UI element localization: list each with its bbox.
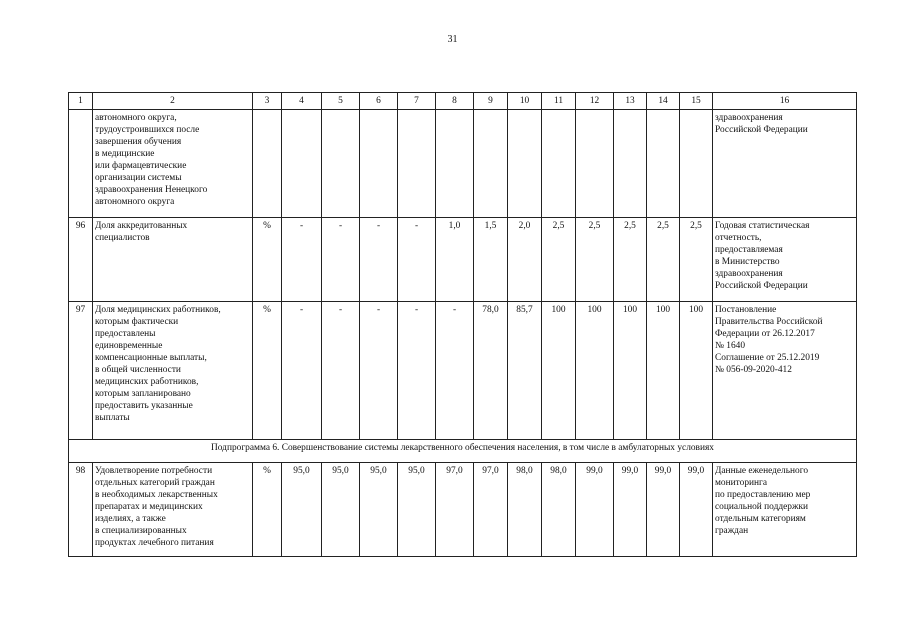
row-number (69, 110, 93, 218)
row-number: 98 (69, 463, 93, 557)
header-cell: 2 (93, 93, 253, 110)
indicator-name: Доля аккредитованных специалистов (93, 218, 253, 302)
value-cell: 85,7 (508, 302, 542, 440)
value-cell: 95,0 (322, 463, 360, 557)
value-cell: 2,5 (614, 218, 647, 302)
value-cell: 1,0 (436, 218, 474, 302)
value-cell: 2,5 (576, 218, 614, 302)
source-cell: здравоохранения Российской Федерации (713, 110, 857, 218)
value-cell: 95,0 (360, 463, 398, 557)
unit-cell: % (253, 302, 282, 440)
value-cell: - (322, 218, 360, 302)
header-cell: 7 (398, 93, 436, 110)
header-cell: 10 (508, 93, 542, 110)
header-cell: 14 (647, 93, 680, 110)
value-cell (436, 110, 474, 218)
value-cell: 100 (614, 302, 647, 440)
value-cell: 98,0 (542, 463, 576, 557)
value-cell: 98,0 (508, 463, 542, 557)
value-cell: - (282, 218, 322, 302)
value-cell (398, 110, 436, 218)
table-row (69, 110, 857, 218)
value-cell: - (360, 218, 398, 302)
unit-cell: % (253, 463, 282, 557)
header-cell: 5 (322, 93, 360, 110)
header-cell: 9 (474, 93, 508, 110)
value-cell: - (398, 218, 436, 302)
value-cell: - (360, 302, 398, 440)
value-cell: - (398, 302, 436, 440)
value-cell (508, 110, 542, 218)
subprogram-title: Подпрограмма 6. Совершенствование системы лекарственного обеспечения населения, в том числе в амбулаторных условиях (69, 440, 857, 463)
value-cell (474, 110, 508, 218)
unit-cell: % (253, 218, 282, 302)
value-cell: - (436, 302, 474, 440)
value-cell (614, 110, 647, 218)
value-cell (647, 110, 680, 218)
value-cell (360, 110, 398, 218)
header-cell: 16 (713, 93, 857, 110)
indicator-name: Удовлетворение потребности отдельных категорий граждан в необходимых лекарственных препаратах и медицинских изделиях, а также в специализированных продуктах лечебного питания (93, 463, 253, 557)
header-cell: 11 (542, 93, 576, 110)
value-cell: 99,0 (647, 463, 680, 557)
value-cell: 100 (647, 302, 680, 440)
value-cell: 97,0 (474, 463, 508, 557)
source-cell: Постановление Правительства Российской Федерации от 26.12.2017 № 1640 Соглашение от 25.12.2019 № 056-09-2020-412 (713, 302, 857, 440)
value-cell: 2,5 (542, 218, 576, 302)
value-cell: 2,5 (647, 218, 680, 302)
value-cell: 78,0 (474, 302, 508, 440)
value-cell: 99,0 (680, 463, 713, 557)
value-cell: - (322, 302, 360, 440)
value-cell: 100 (542, 302, 576, 440)
row-number: 96 (69, 218, 93, 302)
value-cell: 100 (576, 302, 614, 440)
indicators-table (68, 92, 857, 557)
header-cell: 4 (282, 93, 322, 110)
header-row (69, 93, 857, 110)
value-cell: 99,0 (576, 463, 614, 557)
subprogram-row (69, 440, 857, 463)
page-number: 31 (447, 34, 458, 45)
table-row (69, 463, 857, 557)
value-cell (680, 110, 713, 218)
value-cell: 97,0 (436, 463, 474, 557)
value-cell (322, 110, 360, 218)
value-cell: 95,0 (398, 463, 436, 557)
header-cell: 1 (69, 93, 93, 110)
value-cell (542, 110, 576, 218)
value-cell: 2,5 (680, 218, 713, 302)
indicator-name: Доля медицинских работников, которым фактически предоставлены единовременные компенсационные выплаты, в общей численности медицинских работников, которым запланировано предоставить указанные выплаты (93, 302, 253, 440)
value-cell: 100 (680, 302, 713, 440)
value-cell: 2,0 (508, 218, 542, 302)
table-row (69, 302, 857, 440)
header-cell: 8 (436, 93, 474, 110)
header-cell: 15 (680, 93, 713, 110)
header-cell: 12 (576, 93, 614, 110)
value-cell (576, 110, 614, 218)
indicator-name: автономного округа, трудоустроившихся после завершения обучения в медицинские или фармацевтические организации системы здравоохранения Ненецкого автономного округа (93, 110, 253, 218)
row-number: 97 (69, 302, 93, 440)
value-cell: 99,0 (614, 463, 647, 557)
source-cell: Годовая статистическая отчетность, предоставляемая в Министерство здравоохранения Российской Федерации (713, 218, 857, 302)
header-cell: 3 (253, 93, 282, 110)
value-cell: 1,5 (474, 218, 508, 302)
value-cell: 95,0 (282, 463, 322, 557)
source-cell: Данные еженедельного мониторинга по предоставлению мер социальной поддержки отдельным категориям граждан (713, 463, 857, 557)
value-cell (282, 110, 322, 218)
unit-cell (253, 110, 282, 218)
value-cell: - (282, 302, 322, 440)
header-cell: 13 (614, 93, 647, 110)
table-row (69, 218, 857, 302)
header-cell: 6 (360, 93, 398, 110)
